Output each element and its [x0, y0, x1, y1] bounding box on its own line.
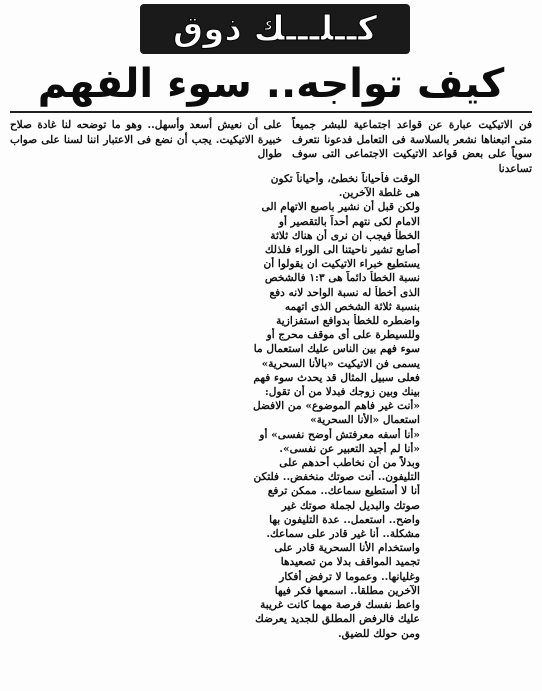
body-line: الآخرين مطلقا.. اسمعها فكر فيها — [274, 584, 420, 597]
column-kicker: كــلـــك ذوق — [172, 9, 378, 49]
body-line: أنا لا أستطيع سماعك.. ممكن ترفع — [267, 485, 420, 498]
body-line: بنسبة ثلاثة الشخص الذى اتهمه — [284, 300, 420, 313]
article-headline: كيف تواجه.. سوء الفهم — [37, 61, 505, 107]
body-line: ومن حولك للضيق. — [337, 627, 420, 640]
body-line: هى غلطة الآخرين. — [338, 187, 420, 200]
body-line: أصابع تشير ناحيتنا الى الوراء فلذلك — [264, 244, 420, 257]
body-line: تجميد المواقف بدلا من تصعيدها — [280, 556, 420, 569]
body-line: الخطأ فيجب ان نرى أن هناك ثلاثة — [270, 229, 420, 242]
column-banner — [140, 4, 410, 54]
body-line: صوتك والبديل لجملة صوتك غير — [281, 499, 420, 512]
body-line: واعط نفسك فرصة مهما كانت غريبة — [260, 599, 420, 612]
body-line: «أنا أسفه معرفتش أوضح نفسى» أو — [259, 428, 420, 441]
body-line: التليفون.. أنت صوتك منخفض.. فلتكن — [253, 471, 420, 484]
body-line: «أنا لم أجيد التعبير عن نفسى». — [279, 442, 420, 455]
body-line: استعمال «الأنا السحرية» — [310, 414, 420, 427]
body-line: سوء فهم بين الناس عليك استعمال ما — [253, 343, 420, 356]
body-line: عليك فالرفض المطلق للجديد يعرضك — [255, 613, 420, 626]
body-line: الذى أخطأ له نسبة الواحد لانه دفع — [269, 286, 420, 299]
body-line: واضطره للخطأ بدوافع استفزازية — [276, 315, 420, 328]
body-line: الامام لكى نتهم أحداً بالتقصير أو — [278, 215, 420, 228]
body-line: وبدلاً من أن نخاطب أحدهم على — [279, 457, 420, 470]
body-line: نسبة الخطأ دائماً هى ١:٣ فالشخص — [264, 272, 420, 285]
body-line: ولكن قبل أن نشير باصبع الاتهام الى — [261, 201, 420, 214]
intro-paragraph-left: على أن نعيش أسعد وأسهل.. وهو ما توضحه لنا غادة صلاح خبيرة الاتيكيت. يجب أن نضع فى الاعتبار اننا لسنا على صواب طوال — [10, 119, 282, 161]
body-line: واستخدام الأنا السحرية قادر على — [274, 542, 420, 555]
body-line: بينك وبين زوجك فبدلا من أن تقول: — [264, 386, 420, 399]
body-line: يسمى فن الاتيكيت «بالأنا السحرية» — [261, 357, 420, 370]
body-line: واضح.. استعمل.. عدة التليفون بها — [269, 513, 420, 526]
article-body-column — [150, 172, 420, 641]
body-line: يستطيع خبراء الاتيكيت ان يقولوا أن — [263, 258, 420, 271]
body-line: الوقت فأحياناً نخطئ، وأحياناً تكون — [270, 173, 420, 185]
body-line: مشكلة.. أنا غير قادر على سماعك. — [266, 528, 420, 541]
body-line: فعلى سبيل المثال قد يحدث سوء فهم — [253, 371, 420, 384]
body-line: «أنت غير فاهم الموضوع» من الافضل — [252, 400, 420, 413]
body-line: وغليانها.. وعموما لا ترفض أفكار — [279, 570, 420, 583]
body-line: وللسيطرة على أى موقف محرج أو — [266, 329, 420, 342]
headline-divider — [10, 111, 532, 113]
intro-paragraph-right: فن الاتيكيت عبارة عن قواعد اجتماعية للبشر جميعاً متى اتبعناها نشعر بالسلاسة فى التعامل فدعونا نتعرف سوياً على بعض قواعد الاتيكيت الاجتماعى التى سوف تساعدنا — [292, 119, 532, 175]
